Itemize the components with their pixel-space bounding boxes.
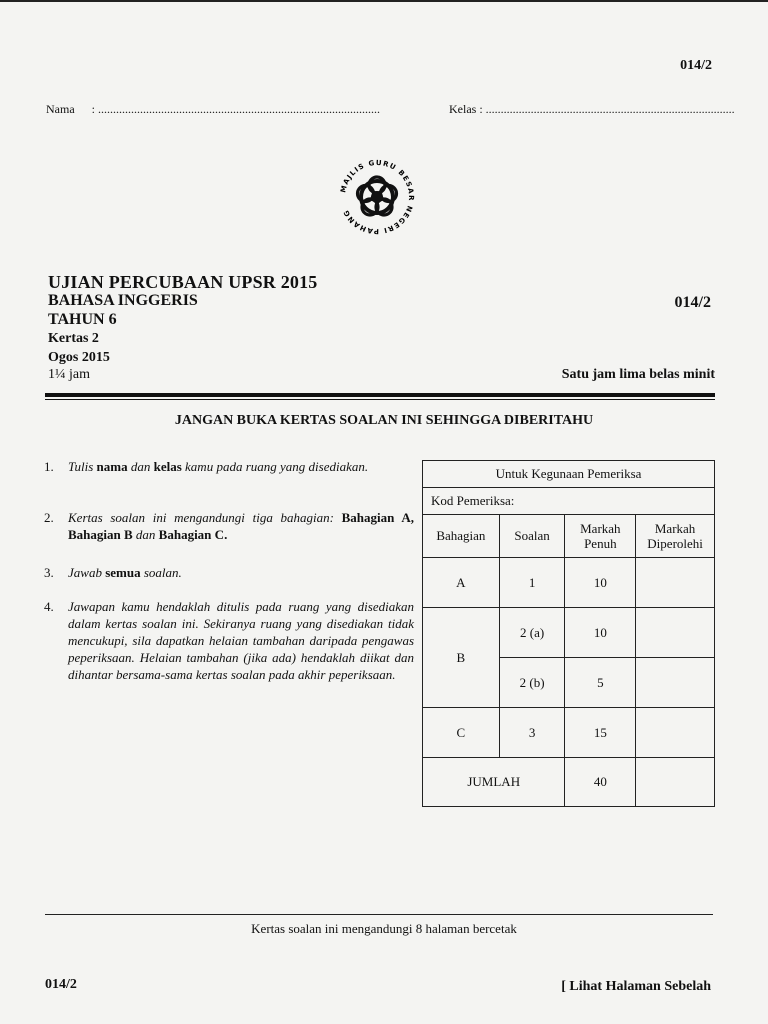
cell-section: A <box>423 558 500 608</box>
cell-question: 2 (b) <box>499 658 565 708</box>
examiner-table-title: Untuk Kegunaan Pemeriksa <box>423 461 715 488</box>
instruction-4 <box>44 598 414 683</box>
paper-code-bottom: 014/2 <box>45 977 77 992</box>
instruction-text <box>68 458 414 475</box>
year-label: TAHUN 6 <box>48 311 117 328</box>
table-row <box>423 558 715 608</box>
instruction-2 <box>44 509 414 543</box>
instruction-3 <box>44 564 414 581</box>
instruction-number: 4. <box>44 599 54 614</box>
cell-full-marks: 5 <box>565 658 636 708</box>
instruction-run: dan <box>127 459 154 474</box>
instruction-emphasis: kelas <box>153 459 182 474</box>
cell-full-marks: 10 <box>565 608 636 658</box>
cell-obtained-marks <box>636 658 715 708</box>
instruction-run: kamu pada ruang yang disediakan. <box>181 459 369 474</box>
instruction-run: Jawab <box>68 565 106 580</box>
instruction-number: 2. <box>44 510 54 525</box>
total-obtained-marks <box>636 758 715 807</box>
instruction-text <box>68 598 414 683</box>
instruction-1 <box>44 458 414 475</box>
instruction-emphasis: Bahagian C <box>158 527 225 542</box>
examiner-table <box>422 460 715 807</box>
class-field <box>449 102 735 117</box>
cell-question: 1 <box>499 558 565 608</box>
total-row <box>423 758 715 807</box>
exam-title: UJIAN PERCUBAAN UPSR 2015 <box>48 272 318 292</box>
name-blank: : .............................................................................................. <box>91 102 380 116</box>
header-obtained-marks: Markah Diperolehi <box>636 515 715 558</box>
paper-code-top: 014/2 <box>680 58 712 73</box>
cell-section: C <box>423 708 500 758</box>
instruction-text <box>68 509 414 543</box>
cell-question: 3 <box>499 708 565 758</box>
duration-short: 1¼ jam <box>48 367 90 382</box>
class-label: Kelas : <box>449 102 483 116</box>
paper-code-right: 014/2 <box>674 294 711 311</box>
cell-full-marks: 10 <box>565 558 636 608</box>
top-border-line <box>0 0 768 2</box>
header-question: Soalan <box>499 515 565 558</box>
header-full-marks: Markah Penuh <box>565 515 636 558</box>
cell-obtained-marks <box>636 608 715 658</box>
cell-obtained-marks <box>636 558 715 608</box>
examiner-code-field: Kod Pemeriksa: <box>423 488 715 515</box>
divider-thick <box>45 393 715 397</box>
table-row <box>423 708 715 758</box>
instruction-number: 1. <box>44 459 54 474</box>
cell-obtained-marks <box>636 708 715 758</box>
instruction-number: 3. <box>44 565 54 580</box>
divider-thin <box>45 399 715 400</box>
cell-section: B <box>423 608 500 708</box>
instruction-emphasis: nama <box>96 459 128 474</box>
instruction-run: Jawapan kamu hendaklah ditulis pada ruang yang disediakan dalam kertas soalan ini. Sekiranya ruang yang disediakan tidak mencukupi, sila dapatkan helaian tambahan daripada pengawas peperiksaan. Helaian tambahan (jika ada) hendaklah diikat dan dihantar bersama-sama kertas soalan pada akhir peperiksaan. <box>68 599 414 682</box>
council-logo-emblem <box>335 155 419 239</box>
instruction-text <box>68 564 414 581</box>
next-page-note: [ Lihat Halaman Sebelah <box>561 979 711 994</box>
paper-label: Kertas 2 <box>48 331 99 346</box>
instruction-run: soalan. <box>140 565 182 580</box>
month-label: Ogos 2015 <box>48 350 110 365</box>
logo-ring-text: MAJLIS GURU BESAR NEGERI PAHANG <box>339 158 416 236</box>
instruction-emphasis: semua <box>105 565 141 580</box>
footer-divider <box>45 914 713 915</box>
cell-question: 2 (a) <box>499 608 565 658</box>
cell-full-marks: 15 <box>565 708 636 758</box>
council-logo <box>335 155 419 239</box>
header-section: Bahagian <box>423 515 500 558</box>
instruction-run: Kertas soalan ini mengandungi tiga bahagian: <box>68 510 342 525</box>
instruction-emphasis: . <box>224 527 228 542</box>
name-label: Nama <box>46 102 75 116</box>
subject-title: BAHASA INGGERIS <box>48 292 198 309</box>
instruction-run: Tulis <box>68 459 97 474</box>
duration-long: Satu jam lima belas minit <box>561 367 715 382</box>
total-full-marks: 40 <box>565 758 636 807</box>
table-row <box>423 608 715 658</box>
warning-banner: JANGAN BUKA KERTAS SOALAN INI SEHINGGA DIBERITAHU <box>174 413 594 428</box>
instruction-emphasis: Bahagian A, Bahagian B <box>68 510 414 542</box>
total-label: JUMLAH <box>423 758 565 807</box>
instruction-run: dan <box>132 527 159 542</box>
class-blank: ................................................................................... <box>485 102 735 116</box>
page-count-note: Kertas soalan ini mengandungi 8 halaman bercetak <box>251 921 517 936</box>
name-field <box>46 102 380 117</box>
